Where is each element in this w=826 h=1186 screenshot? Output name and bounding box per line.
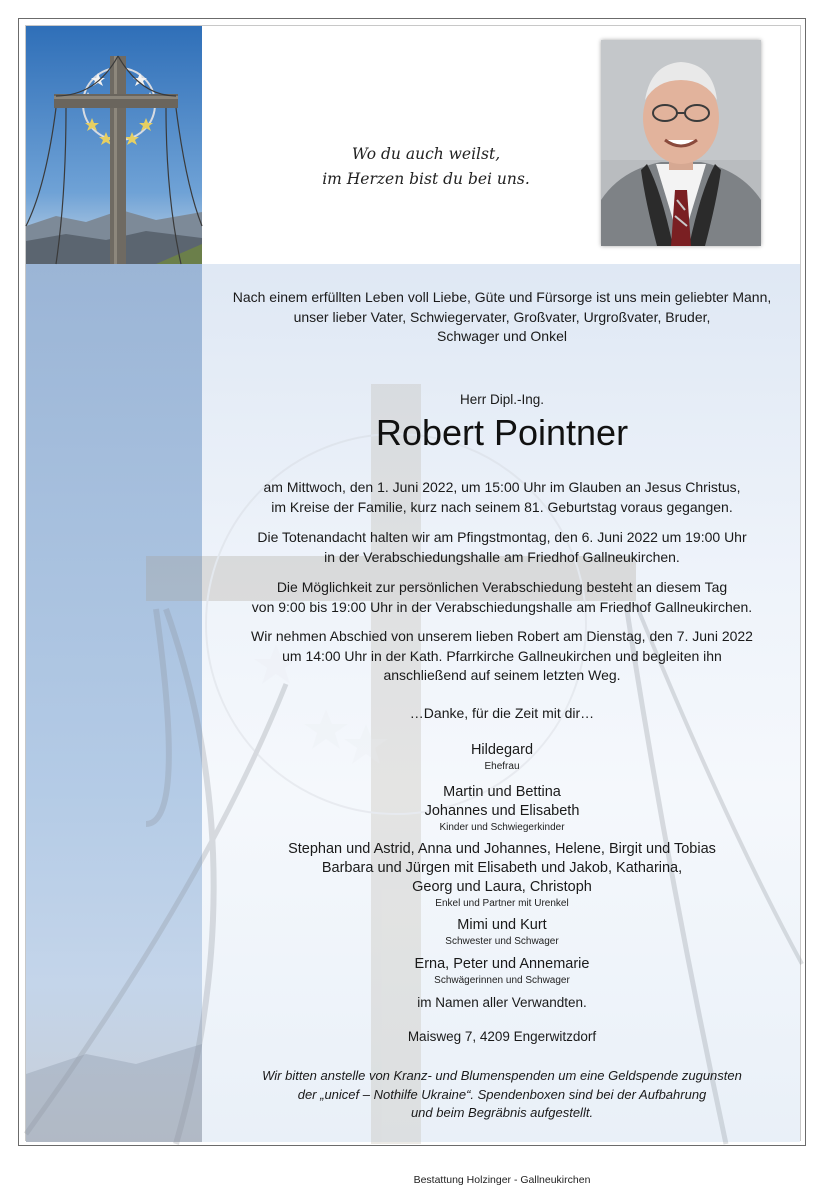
family-group-children [202, 783, 802, 835]
family-names: Martin und Bettina [443, 784, 561, 800]
paragraph-line: von 9:00 bis 19:00 Uhr in der Verabschiedungshalle am Friedhof Gallneukirchen. [251, 598, 753, 615]
family-names: Barbara und Jürgen mit Elisabeth und Jakob, Katharina, [321, 860, 683, 876]
undertaker-credit: Bestattung Holzinger - Gallneukirchen [413, 1174, 591, 1186]
paragraph-line: Die Totenandacht halten wir am Pfingstmontag, den 6. Juni 2022 um 19:00 Uhr [257, 529, 747, 545]
family-names: Hildegard [470, 742, 534, 758]
note-line: und beim Begräbnis aufgestellt. [410, 1105, 594, 1120]
family-names: Georg und Laura, Christoph [412, 879, 592, 895]
paragraph-line: Die Möglichkeit zur persönlichen Verabschiedung besteht an diesem Tag [276, 579, 728, 595]
thanks-line: …Danke, für die Zeit mit dir… [409, 705, 595, 721]
address: Maisweg 7, 4209 Engerwitzdorf [407, 1029, 597, 1044]
portrait-photo [601, 40, 761, 246]
funeral-paragraph [202, 627, 802, 686]
family-relation: Kinder und Schwiegerkinder [439, 822, 565, 833]
family-relation: Enkel und Partner mit Urenkel [435, 898, 569, 909]
donation-note [202, 1067, 802, 1123]
family-names: Erna, Peter und Annemarie [414, 956, 590, 972]
paragraph-line: anschließend auf seinem letzten Weg. [383, 667, 621, 683]
family-relation: Schwester und Schwager [445, 936, 559, 947]
memorial-quote [306, 142, 546, 192]
family-group-grandchildren [202, 840, 802, 911]
family-relation: Ehefrau [484, 761, 520, 772]
family-group-spouse [202, 741, 802, 774]
deceased-name: Robert Pointner [375, 412, 629, 453]
summit-cross-photo [26, 26, 202, 264]
obituary-card [25, 25, 801, 1186]
paragraph-line: in der Verabschiedungshalle am Friedhof Gallneukirchen. [324, 548, 680, 565]
death-paragraph [202, 478, 802, 517]
quote-line-1: Wo du auch weilst, [351, 145, 501, 163]
paragraph-line: am Mittwoch, den 1. Juni 2022, um 15:00 Uhr im Glauben an Jesus Christus, [263, 479, 741, 495]
deceased-title: Herr Dipl.-Ing. [459, 392, 545, 407]
family-names: Stephan und Astrid, Anna und Johannes, Helene, Birgit und Tobias [288, 841, 716, 857]
closing-line: im Namen aller Verwandten. [417, 995, 587, 1010]
family-names: Mimi und Kurt [457, 917, 547, 933]
portrait-image [601, 40, 761, 246]
intro-line: unser lieber Vater, Schwiegervater, Großvater, Urgroßvater, Bruder, [293, 308, 711, 325]
intro-line: Schwager und Onkel [437, 328, 567, 344]
wake-paragraph [202, 528, 802, 567]
paragraph-line: um 14:00 Uhr in der Kath. Pfarrkirche Gallneukirchen und begleiten ihn [282, 647, 722, 664]
family-relation: Schwägerinnen und Schwager [434, 975, 570, 986]
quote-line-2: im Herzen bist du bei uns. [322, 170, 530, 188]
viewing-paragraph [202, 578, 802, 617]
intro-line: Nach einem erfüllten Leben voll Liebe, Güte und Fürsorge ist uns mein geliebter Mann, [232, 289, 772, 305]
family-group-sister [202, 916, 802, 949]
family-names: Johannes und Elisabeth [424, 803, 580, 819]
note-line: Wir bitten anstelle von Kranz- und Blumenspenden um eine Geldspende zugunsten [262, 1068, 742, 1083]
family-group-in-laws [202, 955, 802, 988]
paragraph-line: im Kreise der Familie, kurz nach seinem 81. Geburtstag voraus gegangen. [271, 498, 733, 515]
intro-paragraph [202, 288, 802, 347]
note-line: der „unicef – Nothilfe Ukraine“. Spendenboxen sind bei der Aufbahrung [297, 1086, 707, 1102]
paragraph-line: Wir nehmen Abschied von unserem lieben Robert am Dienstag, den 7. Juni 2022 [251, 628, 753, 644]
